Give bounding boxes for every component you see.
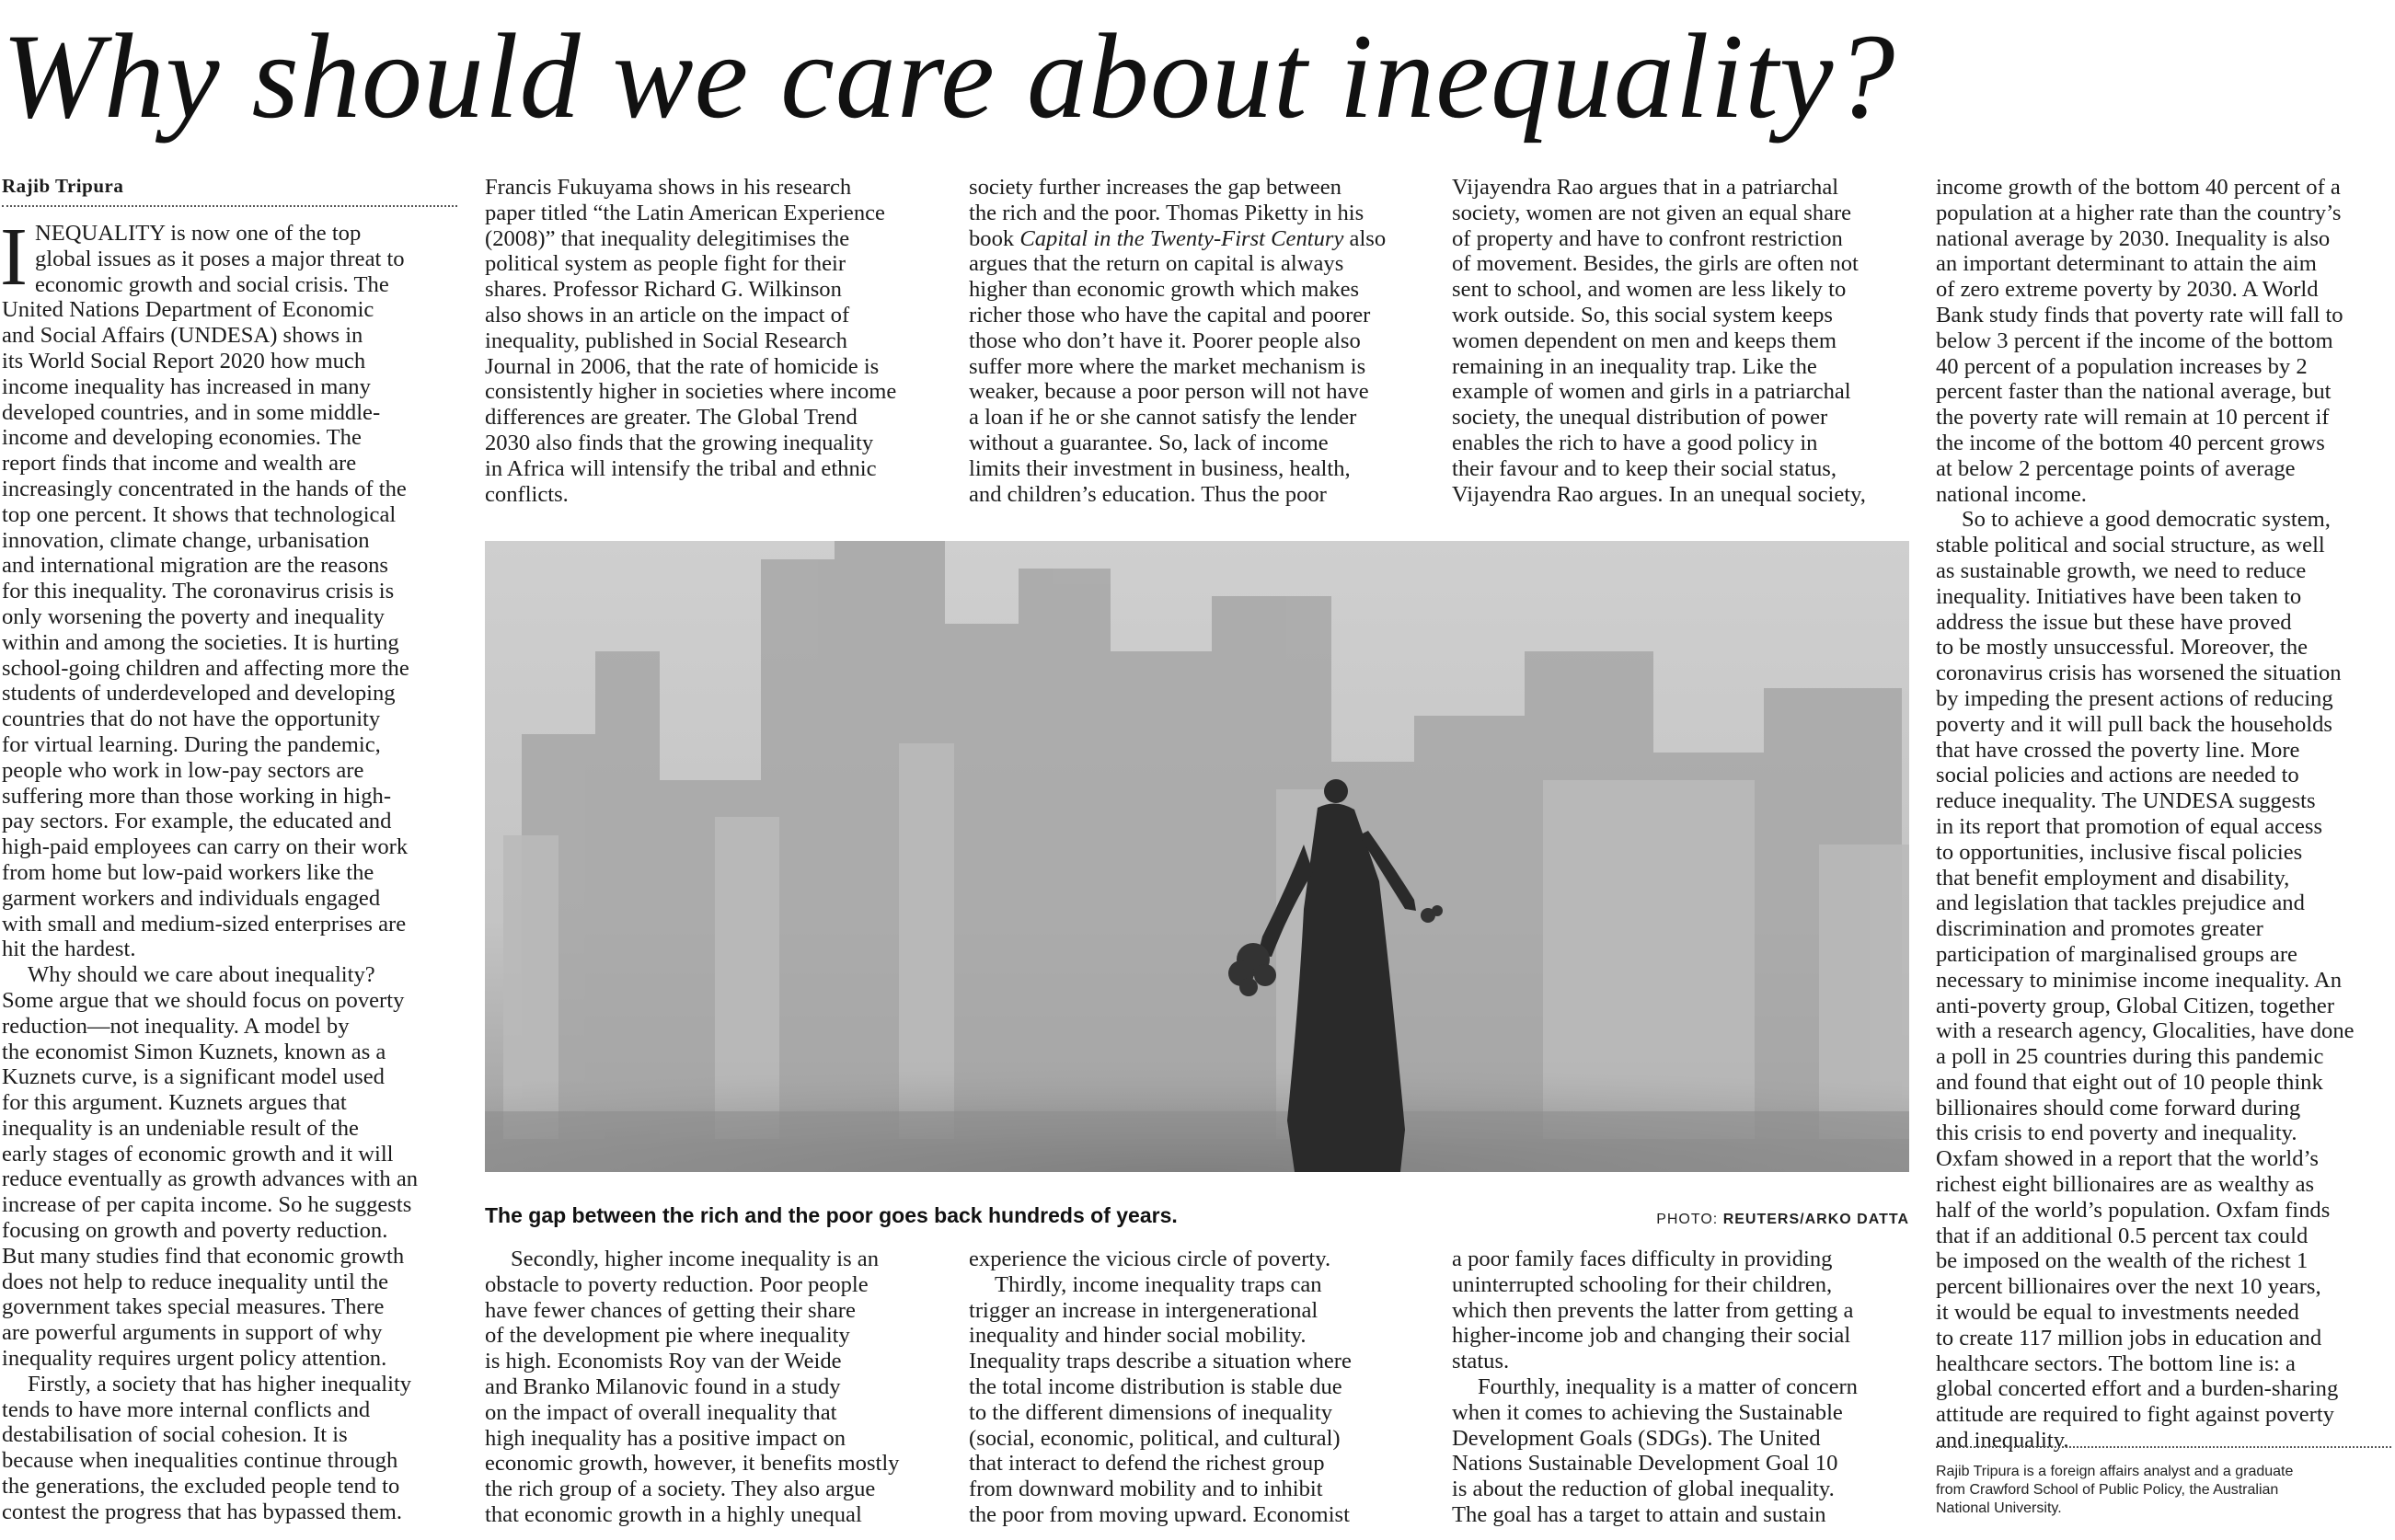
text-line: The goal has a target to attain and sustain xyxy=(1452,1501,1826,1527)
text-line: and inequality. xyxy=(1936,1428,2069,1454)
photo-credit-label: PHOTO: xyxy=(1656,1212,1723,1227)
text-line: (social, economic, political, and cultural) xyxy=(969,1425,1341,1451)
text-line: government takes special measures. There xyxy=(2,1294,385,1320)
text-line: argues that the return on capital is always xyxy=(969,251,1344,277)
text-line: from home but low-paid workers like the xyxy=(2,859,374,885)
text-line: this crisis to end poverty and inequality. xyxy=(1936,1121,2297,1146)
text-line: higher than economic growth which makes xyxy=(969,277,1360,303)
book-title: Capital in the Twenty-First Century xyxy=(1019,225,1344,251)
text-line: tends to have more internal conflicts and xyxy=(2,1396,371,1422)
text-line: economic growth, however, it benefits mostly xyxy=(485,1451,900,1477)
text-line: and children’s education. Thus the poor xyxy=(969,481,1327,507)
text-line: from downward mobility and to inhibit xyxy=(969,1477,1323,1502)
photo-credit xyxy=(1656,1212,1909,1228)
text-line: at below 2 percentage points of average xyxy=(1936,455,2296,481)
article-column-3-bottom xyxy=(969,1247,1424,1528)
text-line: Kuznets curve, is a significant model used xyxy=(2,1064,385,1090)
text-line: reduce inequality. The UNDESA suggests xyxy=(1936,788,2316,814)
text-line: the income of the bottom 40 percent grows xyxy=(1936,430,2325,455)
text-line: only worsening the poverty and inequality xyxy=(2,603,385,629)
text-line: (2008)” that inequality delegitimises the xyxy=(485,225,850,251)
text-line: stable political and social structure, as well xyxy=(1936,533,2325,558)
text-line: that benefit employment and disability, xyxy=(1936,865,2290,891)
text-line: Rajib Tripura is a foreign affairs analyst and a graduate xyxy=(1936,1464,2294,1479)
text-line: Francis Fukuyama shows in his research xyxy=(485,175,852,200)
text-line: income inequality has increased in many xyxy=(2,374,371,399)
text-line: coronavirus crisis has worsened the situation xyxy=(1936,661,2342,686)
text-line: inequality, published in Social Research xyxy=(485,328,847,353)
text-line: differences are greater. The Global Trend xyxy=(485,405,858,431)
text-line: a poor family faces difficulty in providing xyxy=(1452,1247,1833,1271)
text-line: to be mostly unsuccessful. Moreover, the xyxy=(1936,635,2309,661)
text-line: by impeding the present actions of reducing xyxy=(1936,685,2333,711)
text-line: with a research agency, Glocalities, have done xyxy=(1936,1018,2355,1044)
text-line: increasingly concentrated in the hands of the xyxy=(2,476,407,501)
text-line: high-paid employees can carry on their work xyxy=(2,834,409,860)
text-line: society, women are not given an equal share xyxy=(1452,200,1852,225)
text-line: experience the vicious circle of poverty. xyxy=(969,1247,1331,1271)
text-line: national average by 2030. Inequality is also xyxy=(1936,225,2331,251)
text-line: countries that do not have the opportunity xyxy=(2,707,381,732)
text-line: Bank study finds that poverty rate will fall to xyxy=(1936,302,2343,328)
text-line: Fourthly, inequality is a matter of concern xyxy=(1478,1373,1858,1399)
text-line: of movement. Besides, the girls are often not xyxy=(1452,251,1859,277)
text-line: high inequality has a positive impact on xyxy=(485,1425,846,1451)
text-line: suffer more where the market mechanism is xyxy=(969,353,1366,379)
text-line: pay sectors. For example, the educated and xyxy=(2,809,392,834)
text-line: richest eight billionaires are as wealthy as xyxy=(1936,1172,2315,1198)
text-line: and international migration are the reasons xyxy=(2,553,388,579)
text-line: economic growth and social crisis. The xyxy=(34,271,389,297)
text-line: inequality. Initiatives have been taken to xyxy=(1936,583,2302,609)
text-line: that if an additional 0.5 percent tax could xyxy=(1936,1223,2309,1248)
text-line: reduce eventually as growth advances with an xyxy=(2,1166,419,1192)
text-line: global concerted effort and a burden-sharing xyxy=(1936,1376,2339,1402)
text-line: below 3 percent if the income of the bottom xyxy=(1936,328,2333,353)
text-line: participation of marginalised groups are xyxy=(1936,941,2297,967)
text-line: Firstly, a society that has higher inequality xyxy=(28,1371,412,1396)
text-line: to create 117 million jobs in education and xyxy=(1936,1325,2322,1350)
article-column-4-bottom xyxy=(1452,1247,1907,1528)
text-line: early stages of economic growth and it will xyxy=(2,1141,394,1166)
text-line: be imposed on the wealth of the richest 1 xyxy=(1936,1248,2309,1274)
text-line: in Africa will intensify the tribal and ethnic xyxy=(485,455,877,481)
city-skyline-woman-photo xyxy=(485,541,1909,1172)
text-line: income and developing economies. The xyxy=(2,425,362,451)
text-line: focusing on growth and poverty reduction. xyxy=(2,1218,388,1244)
text-line: trigger an increase in intergenerational xyxy=(969,1297,1318,1323)
text-line: the rich group of a society. They also argue xyxy=(485,1477,876,1502)
text-line: Development Goals (SDGs). The United xyxy=(1452,1425,1821,1451)
text-line: Vijayendra Rao argues. In an unequal society, xyxy=(1452,481,1866,507)
text-line: shares. Professor Richard G. Wilkinson xyxy=(485,277,842,303)
photo-caption: The gap between the rich and the poor goes back hundreds of years. xyxy=(485,1203,1178,1227)
text-line: to the different dimensions of inequality xyxy=(969,1399,1333,1425)
text-line: National University. xyxy=(1936,1500,2062,1516)
text-line: is high. Economists Roy van der Weide xyxy=(485,1349,842,1374)
text-line: status. xyxy=(1452,1349,1510,1374)
text-line: half of the world’s population. Oxfam finds xyxy=(1936,1197,2331,1223)
text-line: attitude are required to fight against poverty xyxy=(1936,1402,2334,1428)
text-line: its World Social Report 2020 how much xyxy=(2,348,366,374)
text-line: But many studies find that economic growth xyxy=(2,1243,405,1269)
text-line: NEQUALITY is now one of the top xyxy=(34,221,362,246)
text-line: necessary to minimise income inequality. An xyxy=(1936,967,2342,993)
text-line: percent billionaires over the next 10 years, xyxy=(1936,1274,2321,1300)
text-line: discrimination and promotes greater xyxy=(1936,916,2263,942)
text-line: income growth of the bottom 40 percent of a xyxy=(1936,175,2341,200)
text-line: society further increases the gap between xyxy=(969,175,1341,200)
text-line: limits their investment in business, health, xyxy=(969,455,1351,481)
article-column-1 xyxy=(0,212,457,1525)
text-line: reduction—not inequality. A model by xyxy=(2,1013,350,1039)
text-line: global issues as it poses a major threat to xyxy=(34,246,405,271)
text-line: that economic growth in a highly unequal xyxy=(485,1501,862,1527)
text-line: in its report that promotion of equal access xyxy=(1936,813,2323,839)
text-line: social policies and actions are needed to xyxy=(1936,763,2299,788)
text-line: billionaires should come forward during xyxy=(1936,1095,2301,1121)
text-line: political system as people fight for their xyxy=(485,251,846,277)
text-line: the rich and the poor. Thomas Piketty in his xyxy=(969,200,1364,225)
text-line: and Branko Milanovic found in a study xyxy=(485,1373,841,1399)
bio-divider xyxy=(1936,1446,2391,1448)
text-line: richer those who have the capital and poorer xyxy=(969,302,1371,328)
article-column-5 xyxy=(1936,175,2391,1454)
text-line: Some argue that we should focus on poverty xyxy=(2,987,405,1013)
text-line: does not help to reduce inequality until the xyxy=(2,1269,389,1294)
headline: Why should we care about inequality? xyxy=(2,8,1896,144)
text-line: have fewer chances of getting their share xyxy=(485,1297,856,1323)
text-line: a loan if he or she cannot satisfy the lender xyxy=(969,405,1357,431)
byline: Rajib Tripura xyxy=(2,175,457,207)
text-line: that have crossed the poverty line. More xyxy=(1936,737,2300,763)
text-line: because when inequalities continue through xyxy=(2,1448,398,1474)
text-line: top one percent. It shows that technological xyxy=(2,501,397,527)
text-line: the poor from moving upward. Economist xyxy=(969,1501,1350,1527)
text-line: inequality is an undeniable result of the xyxy=(2,1115,359,1141)
article-column-4-top xyxy=(1452,175,1907,507)
text-line: and legislation that tackles prejudice and xyxy=(1936,891,2305,916)
text-line: example of women and girls in a patriarchal xyxy=(1452,379,1851,405)
text-line: work outside. So, this social system keeps xyxy=(1452,302,1833,328)
text-line: without a guarantee. So, lack of income xyxy=(969,430,1329,455)
text-line: obstacle to poverty reduction. Poor people xyxy=(485,1271,869,1297)
text-line: also shows in an article on the impact of xyxy=(485,302,850,328)
text-line: population at a higher rate than the country’s xyxy=(1936,200,2342,225)
text-line: paper titled “the Latin American Experience xyxy=(485,200,885,225)
text-line: the generations, the excluded people tend to xyxy=(2,1474,400,1500)
text-line: Journal in 2006, that the rate of homicide is xyxy=(485,353,880,379)
text-line: on the impact of overall inequality that xyxy=(485,1399,837,1425)
text-line: the poverty rate will remain at 10 percent if xyxy=(1936,405,2330,431)
author-bio xyxy=(1936,1463,2391,1518)
text-line: of the development pie where inequality xyxy=(485,1323,850,1349)
text-line: remaining in an inequality trap. Like the xyxy=(1452,353,1817,379)
text-line: and Social Affairs (UNDESA) shows in xyxy=(2,323,363,349)
drop-cap: I xyxy=(0,212,28,303)
text-line: Nations Sustainable Development Goal 10 xyxy=(1452,1451,1838,1477)
text-line: students of underdeveloped and developing xyxy=(2,681,396,707)
text-line: as sustainable growth, we need to reduce xyxy=(1936,557,2307,583)
text-line: address the issue but these have proved xyxy=(1936,609,2292,635)
text-line: a poll in 25 countries during this pandemic xyxy=(1936,1044,2324,1070)
text-line: 2030 also finds that the growing inequality xyxy=(485,430,874,455)
text-line: within and among the societies. It is hurting xyxy=(2,629,399,655)
text-line: of property and have to confront restriction xyxy=(1452,225,1843,251)
text-line: that interact to defend the richest group xyxy=(969,1451,1325,1477)
text-line: people who work in low-pay sectors are xyxy=(2,757,364,783)
text-line: is about the reduction of global inequality. xyxy=(1452,1477,1835,1502)
text-line: percent faster than the national average, but xyxy=(1936,379,2332,405)
text-line: book Capital in the Twenty-First Century also xyxy=(969,225,1387,251)
text-line: the economist Simon Kuznets, known as a xyxy=(2,1039,386,1064)
text-line: Vijayendra Rao argues that in a patriarchal xyxy=(1452,175,1839,200)
article-column-2-bottom xyxy=(485,1247,940,1528)
text-line: for virtual learning. During the pandemic, xyxy=(2,731,381,757)
photo-credit-name: REUTERS/ARKO DATTA xyxy=(1722,1212,1909,1227)
text-line: Oxfam showed in a report that the world’s xyxy=(1936,1146,2319,1172)
text-line: are powerful arguments in support of why xyxy=(2,1320,383,1346)
text-line: the total income distribution is stable due xyxy=(969,1373,1342,1399)
text-line: for this argument. Kuznets argues that xyxy=(2,1090,347,1116)
text-line: those who don’t have it. Poorer people also xyxy=(969,328,1361,353)
text-line: poverty and it will pull back the households xyxy=(1936,711,2333,737)
text-line: uninterrupted schooling for their children, xyxy=(1452,1271,1833,1297)
text-line: enables the rich to have a good policy in xyxy=(1452,430,1818,455)
text-line: and found that eight out of 10 people think xyxy=(1936,1069,2323,1095)
text-line: So to achieve a good democratic system, xyxy=(1962,507,2331,533)
text-line: United Nations Department of Economic xyxy=(2,297,374,323)
text-line: increase of per capita income. So he suggests xyxy=(2,1192,412,1218)
text-line: of zero extreme poverty by 2030. A World xyxy=(1936,277,2319,303)
text-line: to opportunities, inclusive fiscal policies xyxy=(1936,839,2303,865)
text-line: school-going children and affecting more the xyxy=(2,655,409,681)
text-line: Thirdly, income inequality traps can xyxy=(995,1271,1322,1297)
text-line: women dependent on men and keeps them xyxy=(1452,328,1837,353)
text-line: Why should we care about inequality? xyxy=(28,962,375,988)
text-line: higher-income job and changing their social xyxy=(1452,1323,1851,1349)
text-line: national income. xyxy=(1936,481,2087,507)
text-line: hit the hardest. xyxy=(2,937,136,962)
text-line: garment workers and individuals engaged xyxy=(2,885,381,911)
text-line: society, the unequal distribution of power xyxy=(1452,405,1828,431)
text-line: Inequality traps describe a situation where xyxy=(969,1349,1352,1374)
text-line: with small and medium-sized enterprises are xyxy=(2,911,407,937)
text-line: developed countries, and in some middle- xyxy=(2,399,381,425)
text-line: contest the progress that has bypassed them. xyxy=(2,1499,403,1524)
text-line: anti-poverty group, Global Citizen, together xyxy=(1936,993,2335,1018)
text-line: healthcare sectors. The bottom line is: a xyxy=(1936,1350,2296,1376)
text-line: consistently higher in societies where income xyxy=(485,379,897,405)
text-line: 40 percent of a population increases by 2 xyxy=(1936,353,2308,379)
text-line: from Crawford School of Public Policy, the Australian xyxy=(1936,1482,2279,1498)
text-line: weaker, because a poor person will not have xyxy=(969,379,1369,405)
text-line: an important determinant to attain the aim xyxy=(1936,251,2317,277)
text-line: sent to school, and women are less likely to xyxy=(1452,277,1847,303)
text-line: which then prevents the latter from getting a xyxy=(1452,1297,1854,1323)
text-line: it would be equal to investments needed xyxy=(1936,1300,2299,1326)
text-line: inequality and hinder social mobility. xyxy=(969,1323,1307,1349)
text-line: Secondly, higher income inequality is an xyxy=(511,1247,880,1271)
article-column-3-top xyxy=(969,175,1424,507)
text-line: their favour and to keep their social status, xyxy=(1452,455,1837,481)
text-line: report finds that income and wealth are xyxy=(2,451,357,477)
text-line: for this inequality. The coronavirus crisis is xyxy=(2,579,395,604)
text-line: when it comes to achieving the Sustainable xyxy=(1452,1399,1843,1425)
article-column-2-top xyxy=(485,175,940,507)
text-line: innovation, climate change, urbanisation xyxy=(2,527,370,553)
text-line: suffering more than those working in high- xyxy=(2,783,392,809)
text-line: inequality requires urgent policy attention. xyxy=(2,1346,387,1372)
article-photo xyxy=(485,541,1909,1172)
text-line: conflicts. xyxy=(485,481,569,507)
text-line: destabilisation of social cohesion. It is xyxy=(2,1422,348,1448)
